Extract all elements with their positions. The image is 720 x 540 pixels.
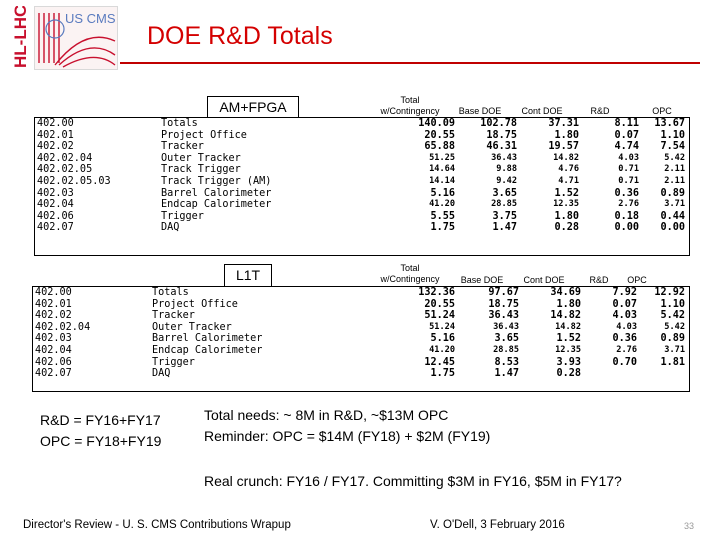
rd-cell: 7.92 xyxy=(612,287,637,298)
total-cell: 12.45 xyxy=(424,356,455,368)
rd-cell: 4.03 xyxy=(616,321,637,332)
total-cell: 51.25 xyxy=(429,152,455,163)
name-cell: Tracker xyxy=(152,310,195,322)
opc-cell: 12.92 xyxy=(654,287,685,298)
rd-cell: 0.00 xyxy=(614,222,639,234)
name-cell: Tracker xyxy=(161,141,204,153)
table-row xyxy=(33,310,687,322)
rd-cell: 0.36 xyxy=(612,333,637,345)
wbs-cell: 402.02.04 xyxy=(35,321,91,333)
opc-cell: 3.71 xyxy=(664,344,685,355)
cont-doe-cell: 37.31 xyxy=(548,118,579,129)
rd-cell: 2.76 xyxy=(616,344,637,355)
base-doe-cell: 9.42 xyxy=(496,175,517,186)
rd-cell: 0.71 xyxy=(618,175,639,186)
base-doe-cell: 18.75 xyxy=(486,129,517,141)
cont-doe-cell: 4.76 xyxy=(558,164,579,175)
base-doe-cell: 36.43 xyxy=(493,321,519,332)
opc-cell: 13.67 xyxy=(654,118,685,129)
wbs-cell: 402.07 xyxy=(35,368,72,380)
base-doe-cell: 3.65 xyxy=(494,333,519,345)
rd-cell: 8.11 xyxy=(614,118,639,129)
table-row xyxy=(35,130,687,142)
cont-doe-cell: 1.80 xyxy=(556,298,581,310)
header-opc: OPC xyxy=(652,106,672,116)
table-row xyxy=(35,222,687,234)
wbs-cell: 402.02 xyxy=(37,141,74,153)
rd-cell: 0.07 xyxy=(614,129,639,141)
name-cell: Endcap Calorimeter xyxy=(161,199,272,211)
base-doe-cell: 28.85 xyxy=(491,199,517,210)
opc-cell: 0.89 xyxy=(660,333,685,345)
cont-doe-cell: 1.52 xyxy=(554,187,579,199)
name-cell: DAQ xyxy=(161,222,180,234)
opc-cell: 2.11 xyxy=(664,175,685,186)
opc-cell: 0.44 xyxy=(660,210,685,222)
rd-cell: 4.03 xyxy=(618,152,639,163)
rd-definition: R&D = FY16+FY17 xyxy=(40,412,161,428)
base-doe-cell: 1.47 xyxy=(492,222,517,234)
header-rd: R&D xyxy=(590,106,610,116)
fpga-table xyxy=(35,118,687,234)
table-row xyxy=(33,333,687,345)
opc-cell xyxy=(639,368,687,380)
table-row xyxy=(33,287,687,299)
total-cell: 1.75 xyxy=(430,222,455,234)
name-cell: Project Office xyxy=(161,129,247,141)
footer-center: V. O'Dell, 3 February 2016 xyxy=(430,519,565,531)
opc-cell: 1.81 xyxy=(660,356,685,368)
name-cell: Outer Tracker xyxy=(161,152,241,164)
table-row xyxy=(35,176,687,188)
cont-doe-cell: 1.80 xyxy=(554,210,579,222)
total-cell: 41.20 xyxy=(429,344,455,355)
crunch-note: Real crunch: FY16 / FY17. Committing $3M in FY16, $5M in FY17? xyxy=(204,473,622,489)
header-base-doe: Base DOE xyxy=(458,106,502,116)
rd-cell xyxy=(583,368,639,380)
hl-lhc-logo xyxy=(8,6,32,70)
base-doe-cell: 46.31 xyxy=(486,141,517,153)
total-cell: 20.55 xyxy=(424,298,455,310)
rd-cell: 4.74 xyxy=(614,141,639,153)
total-cell: 1.75 xyxy=(430,368,455,380)
cont-doe-cell: 19.57 xyxy=(548,141,579,153)
name-cell: Endcap Calorimeter xyxy=(152,344,263,356)
base-doe-cell: 3.75 xyxy=(492,210,517,222)
page-title: DOE R&D Totals xyxy=(147,22,333,50)
cont-doe-cell: 1.52 xyxy=(556,333,581,345)
total-cell: 14.14 xyxy=(429,175,455,186)
rd-cell: 4.03 xyxy=(612,310,637,322)
cont-doe-cell: 12.35 xyxy=(555,344,581,355)
wbs-cell: 402.00 xyxy=(37,118,74,129)
reminder-note: Reminder: OPC = $14M (FY18) + $2M (FY19) xyxy=(204,428,491,444)
fpga-table-label: AM+FPGA xyxy=(207,96,299,117)
wbs-cell: 402.06 xyxy=(35,356,72,368)
wbs-cell: 402.07 xyxy=(37,222,74,234)
cont-doe-cell: 4.71 xyxy=(558,175,579,186)
opc-cell: 5.42 xyxy=(664,321,685,332)
total-cell: 14.64 xyxy=(429,164,455,175)
l1t-table xyxy=(33,287,687,380)
name-cell: Totals xyxy=(152,287,189,298)
base-doe-cell: 18.75 xyxy=(488,298,519,310)
base-doe-cell: 28.85 xyxy=(493,344,519,355)
table-row xyxy=(35,153,687,165)
cont-doe-cell: 1.80 xyxy=(554,129,579,141)
total-needs-note: Total needs: ~ 8M in R&D, ~$13M OPC xyxy=(204,407,449,423)
opc-cell: 1.10 xyxy=(660,298,685,310)
base-doe-cell: 97.67 xyxy=(488,287,519,298)
wbs-cell: 402.03 xyxy=(35,333,72,345)
total-cell: 20.55 xyxy=(424,129,455,141)
wbs-cell: 402.01 xyxy=(35,298,72,310)
name-cell: Outer Tracker xyxy=(152,321,232,333)
name-cell: Totals xyxy=(161,118,198,129)
opc-cell: 1.10 xyxy=(660,129,685,141)
us-cms-logo xyxy=(34,6,118,70)
wbs-cell: 402.02.05.03 xyxy=(37,175,111,187)
total-cell: 5.16 xyxy=(430,187,455,199)
wbs-cell: 402.02 xyxy=(35,310,72,322)
table-row xyxy=(35,164,687,176)
opc-cell: 7.54 xyxy=(660,141,685,153)
base-doe-cell: 102.78 xyxy=(480,118,517,129)
table-row xyxy=(35,118,687,130)
total-cell: 140.09 xyxy=(418,118,455,129)
opc-cell: 3.71 xyxy=(664,199,685,210)
wbs-cell: 402.00 xyxy=(35,287,72,298)
title-underline xyxy=(120,62,700,64)
rd-cell: 0.70 xyxy=(612,356,637,368)
us-cms-logo-text: US CMS xyxy=(65,11,116,26)
wbs-cell: 402.04 xyxy=(37,199,74,211)
rd-cell: 0.18 xyxy=(614,210,639,222)
opc-cell: 5.42 xyxy=(660,310,685,322)
base-doe-cell: 3.65 xyxy=(492,187,517,199)
header-rd-l1t: R&D xyxy=(589,275,609,285)
cont-doe-cell: 14.82 xyxy=(553,152,579,163)
cont-doe-cell: 3.93 xyxy=(556,356,581,368)
header-total: Total w/Contingency xyxy=(380,95,440,116)
hl-lhc-logo-text: HL-LHC xyxy=(11,6,30,68)
total-cell: 5.16 xyxy=(430,333,455,345)
opc-cell: 2.11 xyxy=(664,164,685,175)
header-opc-l1t: OPC xyxy=(627,275,647,285)
table-row xyxy=(33,322,687,334)
wbs-cell: 402.06 xyxy=(37,210,74,222)
wbs-cell: 402.02.04 xyxy=(37,152,93,164)
page-number: 33 xyxy=(683,521,694,531)
name-cell: Trigger xyxy=(161,210,204,222)
rd-cell: 0.71 xyxy=(618,164,639,175)
table-row xyxy=(33,368,687,380)
cont-doe-cell: 0.28 xyxy=(556,368,581,380)
wbs-cell: 402.02.05 xyxy=(37,164,93,176)
footer-left: Director's Review - U. S. CMS Contributions Wrapup xyxy=(23,519,291,531)
name-cell: Project Office xyxy=(152,298,238,310)
header-total-l1t: Total w/Contingency xyxy=(380,263,440,284)
opc-cell: 5.42 xyxy=(664,152,685,163)
wbs-cell: 402.01 xyxy=(37,129,74,141)
name-cell: Trigger xyxy=(152,356,195,368)
total-cell: 132.36 xyxy=(418,287,455,298)
wbs-cell: 402.03 xyxy=(37,187,74,199)
base-doe-cell: 1.47 xyxy=(494,368,519,380)
l1t-table-label: L1T xyxy=(224,264,272,287)
table-row xyxy=(33,357,687,369)
name-cell: Barrel Calorimeter xyxy=(161,187,272,199)
base-doe-cell: 36.43 xyxy=(488,310,519,322)
base-doe-cell: 8.53 xyxy=(494,356,519,368)
name-cell: Track Trigger (AM) xyxy=(161,175,272,187)
cont-doe-cell: 12.35 xyxy=(553,199,579,210)
cont-doe-cell: 0.28 xyxy=(554,222,579,234)
opc-cell: 0.00 xyxy=(660,222,685,234)
cont-doe-cell: 14.82 xyxy=(550,310,581,322)
table-row xyxy=(35,199,687,211)
header-cont-doe-l1t: Cont DOE xyxy=(523,275,565,285)
name-cell: Track Trigger xyxy=(161,164,241,176)
total-cell: 41.20 xyxy=(429,199,455,210)
header-cont-doe: Cont DOE xyxy=(521,106,563,116)
rd-cell: 0.36 xyxy=(614,187,639,199)
cont-doe-cell: 34.69 xyxy=(550,287,581,298)
rd-cell: 2.76 xyxy=(618,199,639,210)
cont-doe-cell: 14.82 xyxy=(555,321,581,332)
total-cell: 51.24 xyxy=(429,321,455,332)
name-cell: Barrel Calorimeter xyxy=(152,333,263,345)
table-row xyxy=(35,141,687,153)
table-row xyxy=(35,188,687,200)
base-doe-cell: 9.88 xyxy=(496,164,517,175)
table-row xyxy=(35,211,687,223)
total-cell: 65.88 xyxy=(424,141,455,153)
total-cell: 51.24 xyxy=(424,310,455,322)
name-cell: DAQ xyxy=(152,368,171,380)
header-base-doe-l1t: Base DOE xyxy=(460,275,504,285)
table-row xyxy=(33,299,687,311)
wbs-cell: 402.04 xyxy=(35,344,72,356)
rd-cell: 0.07 xyxy=(612,298,637,310)
table-row xyxy=(33,345,687,357)
opc-definition: OPC = FY18+FY19 xyxy=(40,433,162,449)
total-cell: 5.55 xyxy=(430,210,455,222)
opc-cell: 0.89 xyxy=(660,187,685,199)
base-doe-cell: 36.43 xyxy=(491,152,517,163)
